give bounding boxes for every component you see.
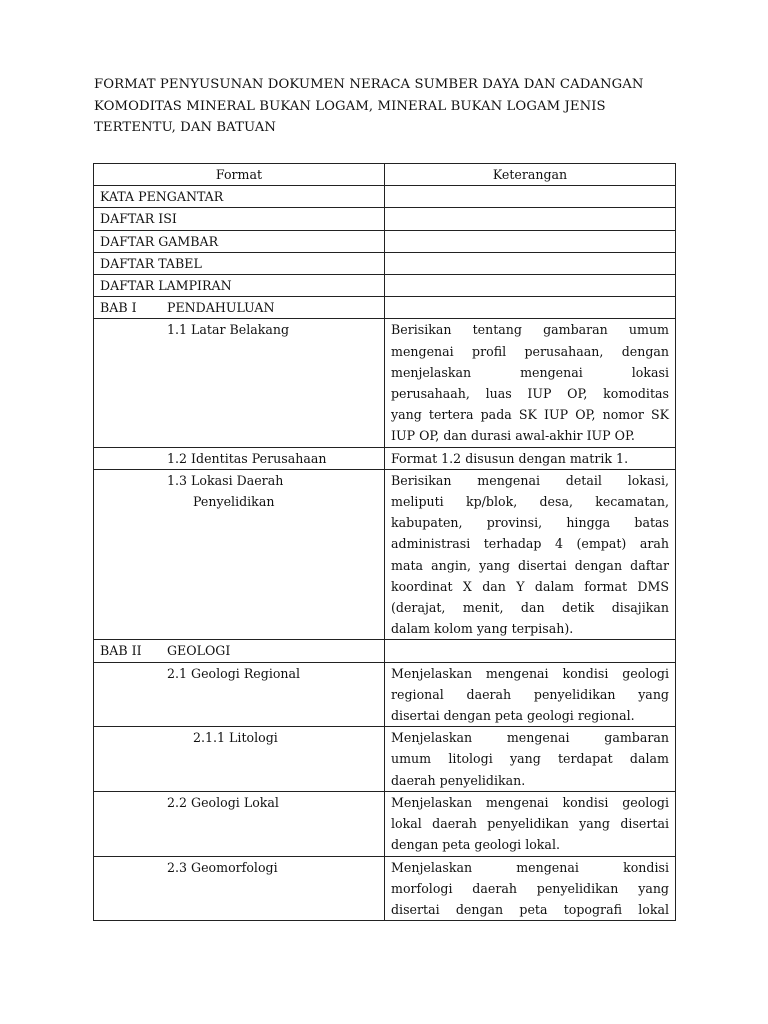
description-line: mata angin, yang disertai dengan daftar (391, 557, 669, 573)
row-daftar-isi: DAFTAR ISI (94, 208, 385, 230)
description-line: kabupaten, provinsi, hingga batas (391, 515, 669, 531)
description-line: morfologi daerah penyelidikan yang (391, 880, 669, 896)
description-line: umum litologi yang terdapat dalam (391, 751, 669, 767)
description-line: administrasi terhadap 4 (empat) arah (391, 536, 669, 552)
row-bab-2 (94, 640, 385, 662)
table-row (94, 447, 676, 469)
section-label: 2.2 Geologi Lokal (94, 791, 385, 856)
format-table (93, 163, 676, 921)
bab-title: PENDAHULUAN (167, 300, 275, 316)
row-empty-desc (385, 275, 676, 297)
row-empty-desc (385, 230, 676, 252)
description-line: regional daerah penyelidikan yang (391, 686, 669, 702)
description-line: Menjelaskan mengenai gambaran (391, 730, 669, 746)
section-description (385, 727, 676, 792)
description-line: Menjelaskan mengenai kondisi (391, 859, 669, 875)
row-empty-desc (385, 252, 676, 274)
table-row (94, 230, 676, 252)
section-description: Format 1.2 disusun dengan matrik 1. (385, 447, 676, 469)
table-row (94, 275, 676, 297)
description-line: Menjelaskan mengenai kondisi geologi (391, 665, 669, 681)
description-line: perusahaah, luas IUP OP, komoditas (391, 386, 669, 402)
description-line: yang tertera pada SK IUP OP, nomor SK (391, 407, 669, 423)
header-format: Format (94, 164, 385, 186)
table-row (94, 791, 676, 856)
section-description (385, 319, 676, 447)
description-line: koordinat X dan Y dalam format DMS (391, 578, 669, 594)
row-empty-desc (385, 208, 676, 230)
row-bab-1 (94, 297, 385, 319)
table-row (94, 297, 676, 319)
description-line: disertai dengan peta geologi regional. (391, 708, 635, 724)
table-row (94, 640, 676, 662)
description-line: IUP OP, dan durasi awal-akhir IUP OP. (391, 428, 635, 444)
description-line: meliputi kp/blok, desa, kecamatan, (391, 494, 669, 510)
table-row (94, 252, 676, 274)
table-row (94, 469, 676, 640)
description-line: daerah penyelidikan. (391, 772, 526, 788)
table-row (94, 727, 676, 792)
table-row (94, 319, 676, 447)
description-line: dengan peta geologi lokal. (391, 837, 560, 853)
title-line: FORMAT PENYUSUNAN DOKUMEN NERACA SUMBER DAYA DAN CADANGAN (94, 77, 644, 92)
table-row (94, 662, 676, 727)
title-line: KOMODITAS MINERAL BUKAN LOGAM, MINERAL BUKAN LOGAM JENIS (94, 98, 606, 114)
section-label: 1.1 Latar Belakang (94, 319, 385, 447)
table-row (94, 208, 676, 230)
section-label-line: 1.3 Lokasi Daerah (167, 472, 284, 488)
description-line: mengenai profil perusahaan, dengan (391, 343, 669, 359)
section-label: 2.1.1 Litologi (94, 727, 385, 792)
description-line: dalam kolom yang terpisah). (391, 621, 574, 637)
description-line: lokal daerah penyelidikan yang disertai (391, 816, 669, 832)
bab-number: BAB I (100, 300, 137, 316)
document-title (94, 74, 694, 139)
bab-number: BAB II (100, 643, 142, 659)
row-daftar-lampiran: DAFTAR LAMPIRAN (94, 275, 385, 297)
bab-title: GEOLOGI (167, 643, 231, 659)
row-empty-desc (385, 640, 676, 662)
section-label-line: Penyelidikan (193, 494, 275, 510)
row-empty-desc (385, 297, 676, 319)
section-label (94, 469, 385, 640)
table-header-row (94, 164, 676, 186)
row-daftar-tabel: DAFTAR TABEL (94, 252, 385, 274)
header-keterangan: Keterangan (385, 164, 676, 186)
row-daftar-gambar: DAFTAR GAMBAR (94, 230, 385, 252)
title-line: TERTENTU, DAN BATUAN (94, 120, 277, 135)
section-description (385, 469, 676, 640)
table-row (94, 856, 676, 921)
description-line: disertai dengan peta topografi lokal (391, 901, 669, 917)
section-label: 1.2 Identitas Perusahaan (94, 447, 385, 469)
description-line: Berisikan mengenai detail lokasi, (391, 472, 669, 488)
section-description (385, 662, 676, 727)
description-line: (derajat, menit, dan detik disajikan (391, 600, 669, 616)
section-label: 2.1 Geologi Regional (94, 662, 385, 727)
section-label: 2.3 Geomorfologi (94, 856, 385, 921)
description-line: Berisikan tentang gambaran umum (391, 322, 669, 338)
section-description (385, 856, 676, 921)
description-line: Menjelaskan mengenai kondisi geologi (391, 794, 669, 810)
row-empty-desc (385, 186, 676, 208)
description-line: menjelaskan mengenai lokasi (391, 364, 669, 380)
table-row (94, 186, 676, 208)
section-description (385, 791, 676, 856)
row-kata-pengantar: KATA PENGANTAR (94, 186, 385, 208)
